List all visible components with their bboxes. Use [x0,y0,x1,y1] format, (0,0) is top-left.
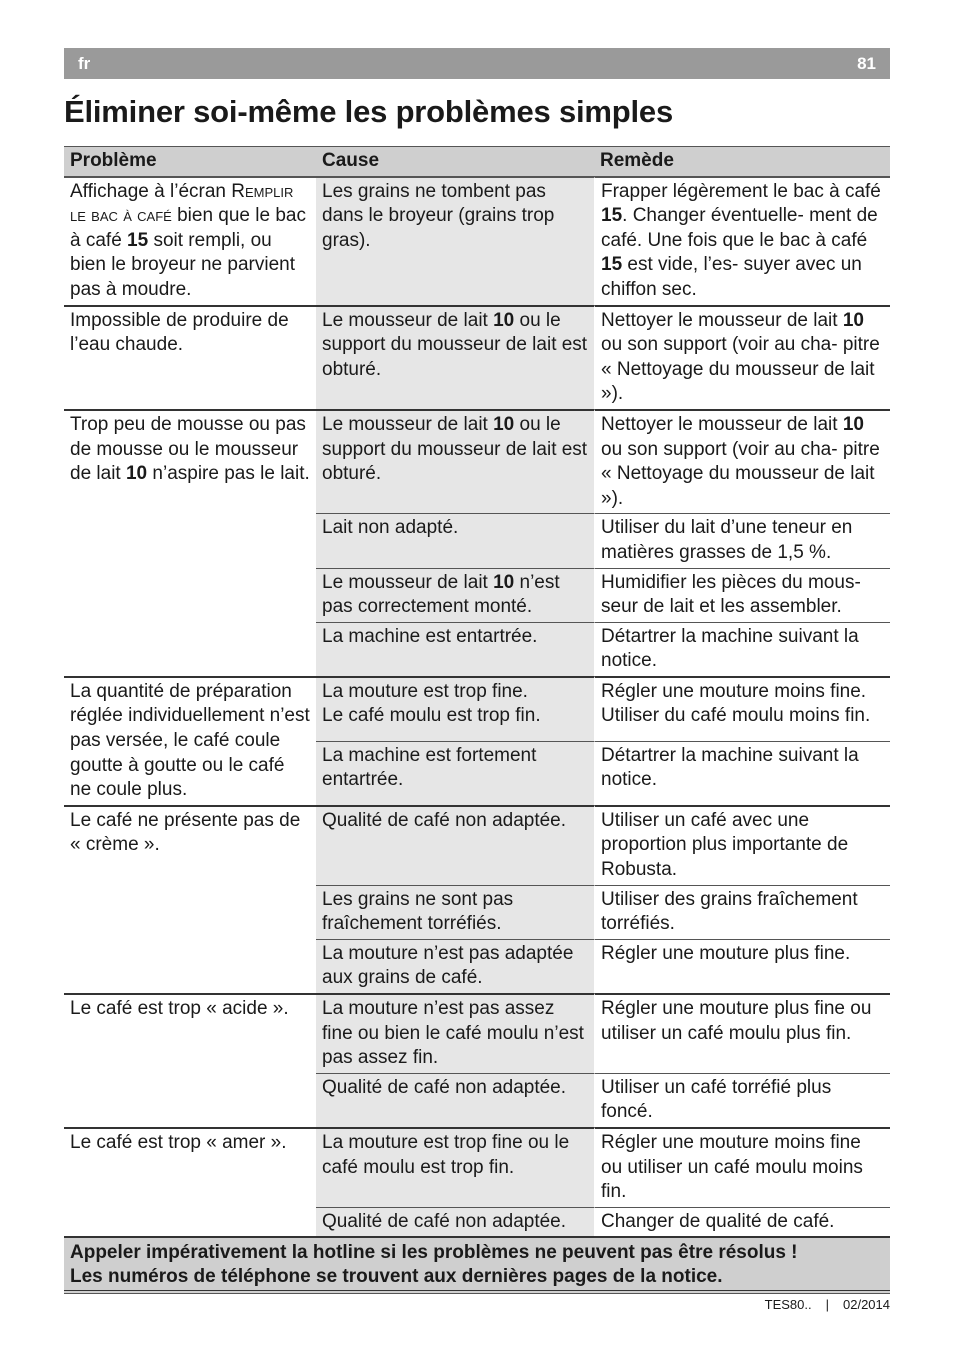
column-header-cause: Cause [316,146,594,177]
problem-cell: La quantité de préparation réglée individuellement n’est pas versée, le café coule goutte à goutte ou le café ne coule plus. [64,676,316,805]
part-number: 10 [125,463,148,485]
cause-cell: Le mousseur de lait 10 ou le support du mousseur de lait est obturé. [316,409,594,513]
page-number: 81 [857,53,876,73]
part-number: 10 [493,309,515,331]
model-number: TES80.. [764,1297,812,1312]
remedy-cell: Utiliser du lait d’une teneur en matières grasses de 1,5 %. [594,513,890,567]
remedy-cell: Régler une mouture plus fine ou utiliser un café moulu plus fin. [594,993,890,1073]
remedy-cell: Utiliser un café avec une proportion plus importante de Robusta. [594,805,890,885]
display-message: Remplir le bac à café [70,180,294,227]
cause-cell: Le mousseur de lait 10 n’est pas correctement monté. [316,568,594,622]
problem-cell: Le café est trop « amer ». [64,1127,316,1236]
remedy-cell: Utiliser un café torréfié plus foncé. [594,1073,890,1127]
cause-cell: Les grains ne sont pas fraîchement torréfiés. [316,885,594,939]
part-number: 15 [601,254,623,276]
remedy-cell: Détartrer la machine suivant la notice. [594,741,890,805]
part-number: 10 [842,309,864,331]
cause-cell: La machine est entartrée. [316,622,594,676]
page-title: Éliminer soi-même les problèmes simples [64,94,674,129]
publication-date: 02/2014 [843,1297,890,1312]
remedy-cell: Détartrer la machine suivant la notice. [594,622,890,676]
page-header-bar [64,48,890,79]
remedy-cell: Nettoyer le mousseur de lait 10 ou son support (voir au cha- pitre « Nettoyage du mousseur de lait »). [594,305,890,409]
remedy-cell: Frapper légèrement le bac à café 15. Changer éventuelle- ment de café. Une fois que le bac à café 15 est vide, l’es- suyer avec un chiffon sec. [594,177,890,305]
footer-separator: | [825,1297,829,1312]
problem-cell: Le café ne présente pas de « crème ». [64,805,316,993]
remedy-cell: Régler une mouture moins fine. Utiliser du café moulu moins fin. [594,676,890,741]
problem-cell: Impossible de produire de l’eau chaude. [64,305,316,409]
cause-cell: Qualité de café non adaptée. [316,1207,594,1237]
cause-cell: La mouture n’est pas adaptée aux grains de café. [316,939,594,993]
troubleshooting-table [64,146,890,1294]
part-number: 15 [601,205,623,227]
remedy-cell: Régler une mouture moins fine ou utiliser un café moulu moins fin. [594,1127,890,1207]
part-number: 10 [493,413,515,435]
cause-cell: La mouture n’est pas assez fine ou bien le café moulu n’est pas assez fin. [316,993,594,1073]
cause-cell: Lait non adapté. [316,513,594,567]
cause-cell: Les grains ne tombent pas dans le broyeur (grains trop gras). [316,177,594,305]
cause-cell: La machine est fortement entartrée. [316,741,594,805]
remedy-cell: Nettoyer le mousseur de lait 10 ou son support (voir au cha- pitre « Nettoyage du mousseur de lait »). [594,409,890,513]
cause-cell: La mouture est trop fine. Le café moulu est trop fin. [316,676,594,741]
column-header-problem: Problème [64,146,316,177]
document-footer [765,1297,890,1312]
language-code: fr [78,53,91,73]
remedy-cell: Humidifier les pièces du mous- seur de lait et les assembler. [594,568,890,622]
part-number: 10 [842,413,864,435]
remedy-cell: Régler une mouture plus fine. [594,939,890,993]
cause-cell: Qualité de café non adaptée. [316,805,594,885]
problem-cell: Trop peu de mousse ou pas de mousse ou le mousseur de lait 10 n’aspire pas le lait. [64,409,316,676]
cause-cell: Le mousseur de lait 10 ou le support du mousseur de lait est obturé. [316,305,594,409]
part-number: 15 [127,229,149,251]
column-header-remedy: Remède [594,146,890,177]
problem-cell: Affichage à l’écran Remplir le bac à café bien que le bac à café 15 soit rempli, ou bien le broyeur ne parvient pas à moudre. [64,177,316,305]
remedy-cell: Utiliser des grains fraîchement torréfiés. [594,885,890,939]
cause-cell: La mouture est trop fine ou le café moulu est trop fin. [316,1127,594,1207]
hotline-notice: Appeler impérativement la hotline si les problèmes ne peuvent pas être résolus ! Les numéros de téléphone se trouvent aux dernières pages de la notice. [64,1236,890,1294]
remedy-cell: Changer de qualité de café. [594,1207,890,1237]
problem-cell: Le café est trop « acide ». [64,993,316,1127]
footer-rule [64,1290,890,1291]
cause-cell: Qualité de café non adaptée. [316,1073,594,1127]
part-number: 10 [493,571,515,593]
